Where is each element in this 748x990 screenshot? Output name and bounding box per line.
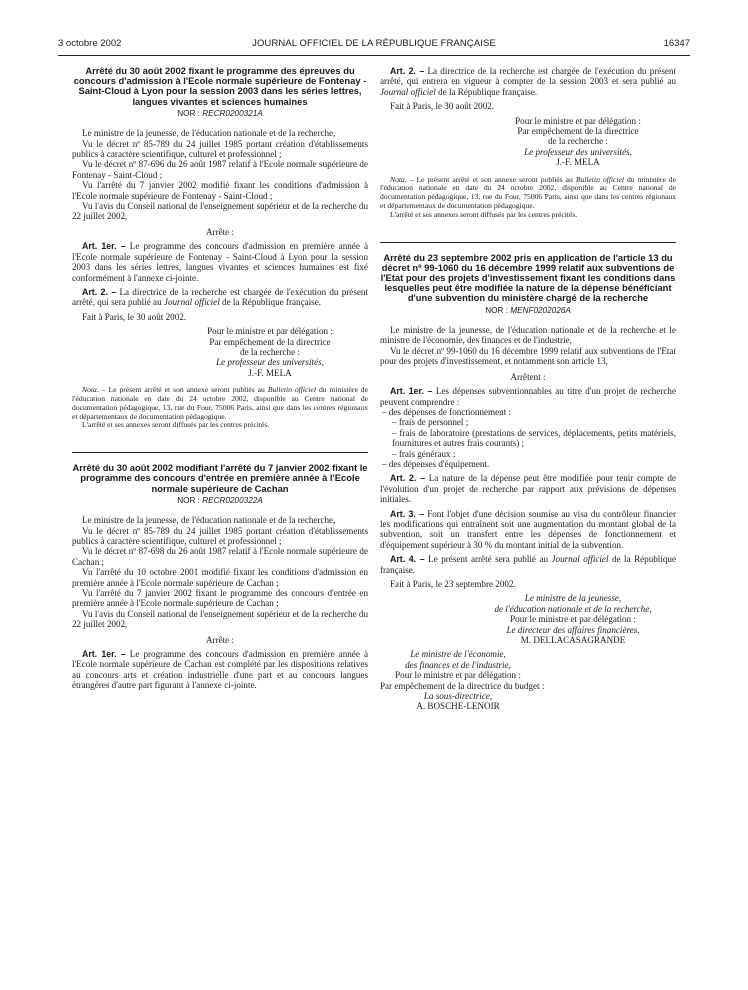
list-item: – frais de personnel ; <box>392 417 469 428</box>
visa-line: Vu le décret nº 87-698 du 26 août 1987 relatif à l'Ecole normale supérieure de Cachan ; <box>72 546 368 567</box>
decree-title: Arrêté du 30 août 2002 fixant le programme des épreuves du concours d'admission à l'Ecole normale supérieure de Fontenay - Saint-Cloud à Lyon pour la session 2003 dans les séries lettres, langues vivantes et sciences humaines <box>73 65 367 107</box>
nota-2: L'arrêté et ses annexes seront diffusés par les centres précités. <box>390 209 578 219</box>
visa-line: Vu l'arrêté du 10 octobre 2001 modifié fixant les conditions d'admission en première année à l'Ecole normale supérieure de Cachan ; <box>72 567 368 588</box>
nor-code: RECR0200321A <box>202 108 263 118</box>
arrete-heading: Arrêtent : <box>510 371 546 382</box>
decree-title: Arrêté du 23 septembre 2002 pris en application de l'article 13 du décret nº 99-1060 du 16 décembre 1999 relatif aux subventions de l'Etat pour des projets d'investissement fixant les conditions dans lesquelles peut être modifiée la nature de la dépense bénéficiant d'une subvention du ministère chargé de la recherche <box>380 251 676 304</box>
nota: Nota. – Le présent arrêté et son annexe seront publiés au Bulletin officiel du ministère de l'éducation nationale en date du 24 octobre 2002, disponible au Centre national de documentation pédagogique, 13, rue du Four, 75006 Paris, ainsi que dans les centres régionaux et départementaux de documentation pédagogique. <box>380 174 676 211</box>
preamble-line: Le ministre de la jeunesse, de l'éducation nationale et de la recherche, <box>82 128 336 139</box>
article-2: Art. 2. – La directrice de la recherche est chargée de l'exécution du présent arrêté, qui sera publié au Journal officiel de la République française. <box>72 286 368 308</box>
visa-line: Vu le décret nº 87-696 du 26 août 1987 relatif à l'Ecole normale supérieure de Fontenay - Saint-Cloud ; <box>72 159 368 180</box>
page-number: 16347 <box>663 38 690 49</box>
preamble-line: Le ministre de la jeunesse, de l'éducation nationale et de la recherche et le ministre de l'économie, des finances et de l'industrie, <box>380 325 676 346</box>
visa-line: Vu l'avis du Conseil national de l'enseignement supérieur et de la recherche du 22 juillet 2002, <box>72 201 368 222</box>
signature-block: Pour le ministre et par délégation : Par empêchement de la directrice de la recherche : Le professeur des universités, J.-F. MELA <box>207 326 333 378</box>
header-date: 3 octobre 2002 <box>58 38 122 49</box>
nor-reference: NOR : RECR0200321A <box>177 108 263 118</box>
list-item: – frais généraux ; <box>392 448 456 459</box>
article-2: Art. 2. – La nature de la dépense peut être modifiée pour tenir compte de l'évolution d'un projet de recherche par rapport aux prévisions de dépenses initiales. <box>380 473 676 505</box>
right-column <box>380 66 676 712</box>
left-column <box>72 66 368 691</box>
nota: Nota. – Le présent arrêté et son annexe seront publiés au Bulletin officiel du ministère de l'éducation nationale en date du 24 octobre 2002, disponible au Centre national de documentation pédagogique, 13, rue du Four, 75006 Paris, ainsi que dans les centres régionaux et départementaux de documentation pédagogique. <box>72 385 368 421</box>
nor-code: MENF0202026A <box>510 305 571 315</box>
article-3: Art. 3. – Font l'objet d'une décision soumise au visa du contrôleur financier les modifications qui entraînent soit une augmentation du montant global de la subvention, soit un transfert entre les dépenses de fonctionnement et d'équipement supérieur à 30 % du montant initial de la subvention. <box>380 508 676 550</box>
journal-title: JOURNAL OFFICIEL DE LA RÉPUBLIQUE FRANÇAISE <box>252 38 496 49</box>
arrete-heading: Arrête : <box>205 226 235 237</box>
fait-line: Fait à Paris, le 30 août 2002. <box>390 101 495 112</box>
article-1: Art. 1er. – Le programme des concours d'admission en première année à l'Ecole normale supérieure de Fontenay - Saint-Cloud à Lyon pour la session 2003 dans les séries lettres, langues vivantes et sciences humaines est fixé conformément à l'annexe ci-jointe. <box>72 241 368 283</box>
signature-block: Le ministre de l'économie, des finances et de l'industrie, Pour le ministre et par délégation : Par empêchement de la directrice du budget : La sous-directrice, A. BOSCHE-LENOIR <box>380 649 545 712</box>
visa-line: Vu le décret nº 85-789 du 24 juillet 1985 portant création d'établissements publics à caractère scientifique, culturel et professionnel ; <box>72 525 368 546</box>
page-header <box>58 38 690 52</box>
fait-line: Fait à Paris, le 23 septembre 2002. <box>390 579 516 589</box>
section-divider <box>72 452 368 453</box>
header-rule <box>58 55 690 56</box>
visa-line: Vu l'arrêté du 7 janvier 2002 fixant le programme des concours d'entrée en première année à l'Ecole normale supérieure de Cachan ; <box>72 588 368 609</box>
visa-line: Vu le décret nº 99-1060 du 16 décembre 1999 relatif aux subventions de l'Etat pour des projets d'investissement, et notamment son article 13, <box>380 345 676 367</box>
article-1: Art. 1er. – Le programme des concours d'admission en première année à l'Ecole normale supérieure de Cachan est complété par les dispositions relatives au concours arts et création industrielle d'une part et au concours langues étrangères d'autre part figurant à l'annexe ci-jointe. <box>72 649 368 691</box>
list-item: – des dépenses de fonctionnement : <box>382 406 512 417</box>
signature-block: Pour le ministre et par délégation : Par empêchement de la directrice de la recherche : Le professeur des universités, J.-F. MELA <box>515 115 641 168</box>
decree-title: Arrêté du 30 août 2002 modifiant l'arrêté du 7 janvier 2002 fixant le programme des concours d'entrée en première année à l'Ecole normale supérieure de Cachan <box>72 462 368 494</box>
signature-block: Le ministre de la jeunesse, de l'éducation nationale et de la recherche, Pour le ministre et par délégation : Le directeur des affaires financières, M. DELLACASAGRANDE <box>494 593 652 646</box>
article-1: Art. 1er. – Les dépenses subventionnables au titre d'un projet de recherche peuvent comprendre : <box>380 386 676 407</box>
visa-line: Vu l'avis du Conseil national de l'enseignement supérieur et de la recherche du 22 juillet 2002, <box>72 608 368 630</box>
list-item: – frais de laboratoire (prestations de services, déplacements, petits matériels, fournitures et autres frais courants) ; <box>392 427 676 449</box>
nota-2: L'arrêté et ses annexes seront diffusés par les centres précités. <box>82 420 270 430</box>
nor-code: RECR0200322A <box>202 495 263 505</box>
section-divider <box>380 242 676 243</box>
list-item: – des dépenses d'équipement. <box>382 458 490 469</box>
nor-reference: NOR : MENF0202026A <box>485 305 571 315</box>
visa-line: Vu l'arrêté du 7 janvier 2002 modifié fixant les conditions d'admission à l'Ecole normale supérieure de Fontenay - Saint-Cloud ; <box>72 180 368 201</box>
nor-reference: NOR : RECR0200322A <box>177 495 263 505</box>
expense-list <box>380 407 676 469</box>
article-4: Art. 4. – Le présent arrêté sera publié au Journal officiel de la République française. <box>380 554 676 575</box>
visa-line: Vu le décret nº 85-789 du 24 juillet 1985 portant création d'établissements publics à caractère scientifique, culturel et professionnel ; <box>72 138 368 160</box>
article-2: Art. 2. – La directrice de la recherche est chargée de l'exécution du présent arrêté, qui entrera en vigueur à compter de la session 2003 et sera publié au Journal officiel de la République française. <box>380 66 676 97</box>
arrete-heading: Arrête : <box>205 634 235 645</box>
preamble-line: Le ministre de la jeunesse, de l'éducation nationale et de la recherche, <box>82 515 336 526</box>
fait-line: Fait à Paris, le 30 août 2002. <box>82 311 187 322</box>
